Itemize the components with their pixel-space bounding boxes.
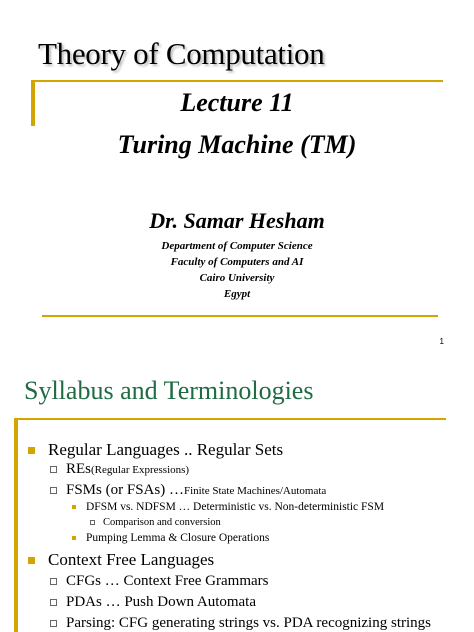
- affiliation-department: Department of Computer Science: [161, 240, 313, 252]
- accent-vertical-bar: [14, 418, 18, 632]
- affiliation-faculty: Faculty of Computers and AI: [170, 256, 304, 268]
- list-item-text: Parsing: CFG generating strings vs. PDA recognizing strings: [66, 615, 431, 631]
- list-item: [50, 482, 326, 499]
- list-item-text: REs: [66, 461, 92, 477]
- lecture-topic: Turing Machine (TM): [117, 130, 357, 159]
- list-item: [50, 573, 268, 590]
- accent-bottom-rule: [42, 315, 438, 317]
- square-bullet-icon: [28, 447, 35, 454]
- list-item-text: Regular Languages .. Regular Sets: [48, 440, 284, 459]
- slide-title: Theory of Computation: [38, 36, 325, 71]
- page-number: 1: [439, 337, 444, 346]
- lecture-number: Lecture 11: [180, 88, 294, 117]
- list-item: [50, 615, 431, 632]
- accent-top-rule: [14, 418, 446, 420]
- hollow-square-bullet-icon: [50, 578, 57, 585]
- tiny-hollow-square-bullet-icon: [90, 520, 95, 525]
- affiliation-university: Cairo University: [199, 272, 275, 284]
- accent-top-rule: [31, 80, 443, 82]
- slide-title-syllabus: Syllabus and Terminologies: [24, 376, 314, 405]
- list-item: [90, 517, 221, 528]
- author-name: Dr. Samar Hesham: [149, 208, 325, 233]
- list-item: [72, 532, 269, 544]
- hollow-square-bullet-icon: [50, 466, 57, 473]
- list-item: [50, 594, 256, 611]
- list-item-text: PDAs … Push Down Automata: [66, 594, 257, 610]
- list-item-text: Pumping Lemma & Closure Operations: [86, 532, 270, 544]
- list-item: [50, 461, 189, 478]
- hollow-square-bullet-icon: [50, 620, 57, 627]
- list-item-text: Comparison and conversion: [103, 517, 221, 528]
- list-item-note: (Regular Expressions): [91, 463, 190, 476]
- small-square-bullet-icon: [72, 536, 76, 540]
- square-bullet-icon: [28, 557, 35, 564]
- list-item: [28, 440, 283, 460]
- slide-2: [0, 354, 474, 632]
- affiliation-country: Egypt: [223, 288, 251, 300]
- list-item-text: FSMs (or FSAs) …: [66, 482, 184, 498]
- hollow-square-bullet-icon: [50, 599, 57, 606]
- list-item-text: Context Free Languages: [48, 550, 215, 569]
- list-item-text: DFSM vs. NDFSM … Deterministic vs. Non-deterministic FSM: [86, 501, 385, 513]
- list-item-text: CFGs … Context Free Grammars: [66, 573, 269, 589]
- list-item: [72, 501, 384, 513]
- small-square-bullet-icon: [72, 505, 76, 509]
- list-item: [28, 550, 214, 570]
- list-item-note: Finite State Machines/Automata: [183, 484, 327, 497]
- hollow-square-bullet-icon: [50, 487, 57, 494]
